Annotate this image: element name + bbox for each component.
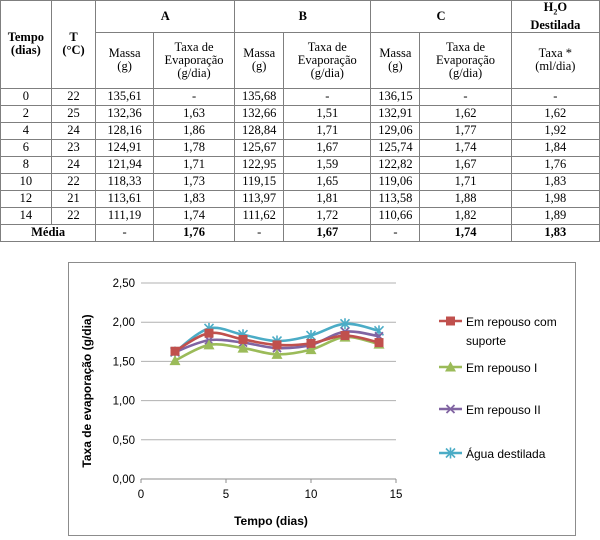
table-cell: 22 xyxy=(51,88,96,105)
table-row xyxy=(1,139,600,156)
table-row xyxy=(1,105,600,122)
table-cell: 6 xyxy=(1,139,52,156)
table-cell: 128,16 xyxy=(96,122,154,139)
table-cell: 1,71 xyxy=(153,156,234,173)
table-cell: 136,15 xyxy=(371,88,420,105)
table-cell: 1,82 xyxy=(420,207,511,224)
subheader-taxa-b: Taxa de Evaporação (g/dia) xyxy=(284,32,371,88)
h2o-h: H xyxy=(543,0,554,14)
y-tick-label: 0,50 xyxy=(112,434,135,447)
table-cell: 1,77 xyxy=(420,122,511,139)
table-cell: 132,66 xyxy=(235,105,284,122)
y-tick-label: 2,50 xyxy=(112,278,135,290)
media-cell: 1,74 xyxy=(420,224,511,241)
data-point xyxy=(307,339,316,348)
table-cell: 23 xyxy=(51,139,96,156)
x-tick-label: 5 xyxy=(222,489,230,501)
table-cell: 1,98 xyxy=(511,190,599,207)
header-temperature: T (°C) xyxy=(51,1,96,89)
legend-marker xyxy=(446,317,455,326)
table-cell: 1,92 xyxy=(511,122,599,139)
table-cell: 113,61 xyxy=(96,190,154,207)
subheader-massa-a: Massa (g) xyxy=(96,32,154,88)
legend-label: Em repouso I xyxy=(466,361,538,375)
table-cell: 24 xyxy=(51,122,96,139)
table-row xyxy=(1,122,600,139)
table-cell: 12 xyxy=(1,190,52,207)
header-group-b: B xyxy=(235,1,371,33)
subheader-massa-c: Massa (g) xyxy=(371,32,420,88)
table-cell: 1,71 xyxy=(284,122,371,139)
table-cell: 1,72 xyxy=(284,207,371,224)
table-cell: 135,61 xyxy=(96,88,154,105)
table-cell: 111,62 xyxy=(235,207,284,224)
table-cell: 125,67 xyxy=(235,139,284,156)
table-cell: 1,84 xyxy=(511,139,599,156)
table-cell: - xyxy=(153,88,234,105)
table-cell: 21 xyxy=(51,190,96,207)
table-cell: 1,63 xyxy=(153,105,234,122)
table-cell: 24 xyxy=(51,156,96,173)
table-cell: 124,91 xyxy=(96,139,154,156)
table-row xyxy=(1,88,600,105)
media-cell: - xyxy=(235,224,284,241)
table-cell: 1,67 xyxy=(420,156,511,173)
data-point xyxy=(375,338,384,347)
table-row xyxy=(1,173,600,190)
subheader-massa-b: Massa (g) xyxy=(235,32,284,88)
legend-label: Em repouso com xyxy=(466,315,557,329)
data-point xyxy=(171,347,180,356)
table-cell: 1,83 xyxy=(153,190,234,207)
table-cell: - xyxy=(420,88,511,105)
h2o-subscript: 2 xyxy=(553,7,558,17)
y-tick-label: 1,00 xyxy=(112,395,135,408)
subheader-taxa-h2o: Taxa * (ml/dia) xyxy=(511,32,599,88)
y-axis-label: Taxa de evaporação (g/dia) xyxy=(80,314,94,468)
media-cell: - xyxy=(96,224,154,241)
x-tick-label: 15 xyxy=(389,489,403,501)
media-cell: - xyxy=(371,224,420,241)
table-cell: 1,62 xyxy=(420,105,511,122)
data-point xyxy=(205,329,214,338)
subheader-taxa-a: Taxa de Evaporação (g/dia) xyxy=(153,32,234,88)
evaporation-table xyxy=(0,0,600,242)
x-axis-label: Tempo (dias) xyxy=(234,514,308,528)
table-cell: - xyxy=(284,88,371,105)
table-cell: 1,88 xyxy=(420,190,511,207)
header-tempo: Tempo (dias) xyxy=(1,1,52,89)
table-cell: 113,97 xyxy=(235,190,284,207)
table-cell: 1,65 xyxy=(284,173,371,190)
table-cell: 1,73 xyxy=(153,173,234,190)
table-cell: 22 xyxy=(51,173,96,190)
y-tick-label: 0,00 xyxy=(112,474,135,486)
data-point xyxy=(341,331,350,340)
table-cell: 1,86 xyxy=(153,122,234,139)
header-group-a: A xyxy=(96,1,235,33)
table-cell: 1,51 xyxy=(284,105,371,122)
table-cell: 121,94 xyxy=(96,156,154,173)
table-cell: 8 xyxy=(1,156,52,173)
table-cell: 22 xyxy=(51,207,96,224)
table-cell: 122,82 xyxy=(371,156,420,173)
h2o-destilada: Destilada xyxy=(530,17,581,32)
table-cell: 135,68 xyxy=(235,88,284,105)
table-cell: 111,19 xyxy=(96,207,154,224)
legend-label: suporte xyxy=(466,334,507,348)
table-row xyxy=(1,207,600,224)
table-cell: 1,78 xyxy=(153,139,234,156)
table-cell: 122,95 xyxy=(235,156,284,173)
table-row-media xyxy=(1,224,600,241)
table-cell: 1,74 xyxy=(420,139,511,156)
h2o-o: O xyxy=(557,0,568,14)
y-tick-label: 2,00 xyxy=(112,317,135,330)
table-cell: 119,06 xyxy=(371,173,420,190)
table-cell: 132,91 xyxy=(371,105,420,122)
chart-container xyxy=(68,262,576,536)
y-tick-label: 1,50 xyxy=(112,356,135,369)
header-group-h2o xyxy=(511,1,599,33)
table-cell: 118,33 xyxy=(96,173,154,190)
x-tick-label: 0 xyxy=(137,489,145,501)
table-cell: 110,66 xyxy=(371,207,420,224)
table-row xyxy=(1,156,600,173)
table-cell: 14 xyxy=(1,207,52,224)
table-cell: 1,67 xyxy=(284,139,371,156)
table-cell: 1,62 xyxy=(511,105,599,122)
media-cell: 1,67 xyxy=(284,224,371,241)
header-group-c: C xyxy=(371,1,511,33)
table-cell: 0 xyxy=(1,88,52,105)
media-cell: 1,76 xyxy=(153,224,234,241)
table-cell: 4 xyxy=(1,122,52,139)
evaporation-chart xyxy=(69,263,575,535)
media-cell: 1,83 xyxy=(511,224,599,241)
table-cell: 125,74 xyxy=(371,139,420,156)
table-cell: 10 xyxy=(1,173,52,190)
table-cell: 1,76 xyxy=(511,156,599,173)
table-cell: 2 xyxy=(1,105,52,122)
table-cell: 1,81 xyxy=(284,190,371,207)
x-tick-label: 10 xyxy=(304,489,318,501)
table-cell: - xyxy=(511,88,599,105)
table-cell: 1,59 xyxy=(284,156,371,173)
table-cell: 1,83 xyxy=(511,173,599,190)
table-cell: 129,06 xyxy=(371,122,420,139)
table-cell: 113,58 xyxy=(371,190,420,207)
table-cell: 119,15 xyxy=(235,173,284,190)
subheader-taxa-c: Taxa de Evaporação (g/dia) xyxy=(420,32,511,88)
table-cell: 1,89 xyxy=(511,207,599,224)
table-cell: 1,71 xyxy=(420,173,511,190)
table-cell: 128,84 xyxy=(235,122,284,139)
data-point xyxy=(239,335,248,344)
table-cell: 132,36 xyxy=(96,105,154,122)
data-point xyxy=(273,340,282,349)
table-cell: 25 xyxy=(51,105,96,122)
table-row xyxy=(1,190,600,207)
table-cell: 1,74 xyxy=(153,207,234,224)
legend-label: Em repouso II xyxy=(466,403,541,417)
legend-label: Água destilada xyxy=(466,447,546,461)
media-label: Média xyxy=(1,224,96,241)
